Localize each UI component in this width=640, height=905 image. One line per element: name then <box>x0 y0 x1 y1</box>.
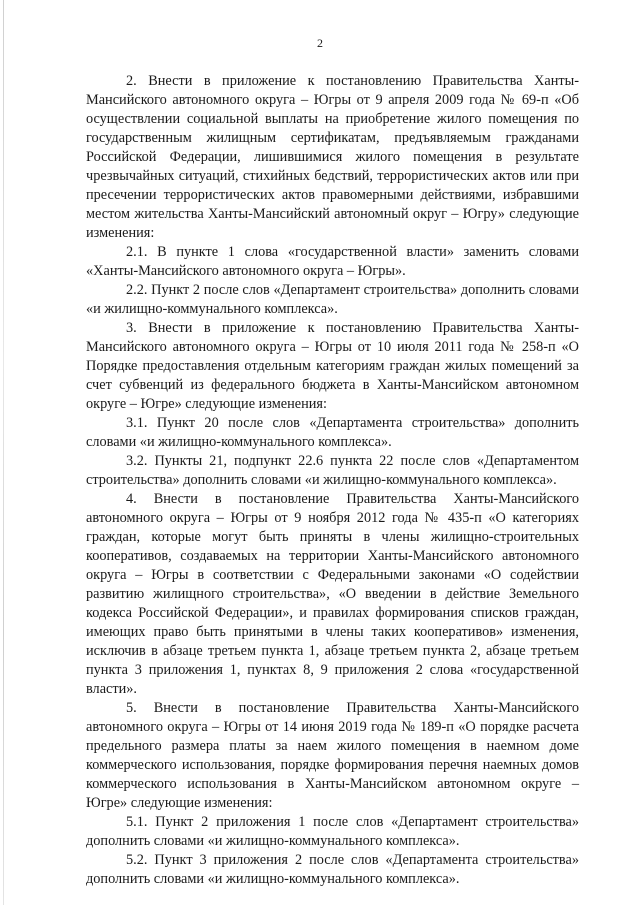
paragraph-item-5-2: 5.2. Пункт 3 приложения 2 после слов «Департамента строительства» дополнить словами «и жилищно-коммунального комплекса». <box>86 852 579 887</box>
paragraph-item-2-1: 2.1. В пункте 1 слова «государственной власти» заменить словами «Ханты-Мансийского автономного округа – Югры». <box>86 244 579 279</box>
paragraph-item-4: 4. Внести в постановление Правительства Ханты-Мансийского автономного округа – Югры от 9 ноября 2012 года № 435-п «О категориях граждан, которые могут быть приняты в члены жилищно-строительных кооперативов, создаваемых на территории Ханты-Мансийского автономного округа – Югры в соответствии с Федеральными законами «О содействии развитию жилищного строительства», «О введении в действие Земельного кодекса Российской Федерации», и правилах формирования списков граждан, имеющих право быть принятыми в члены таких кооперативов» изменения, исключив в абзаце третьем пункта 1, абзаце третьем пункта 2, абзаце третьем пункта 3 приложения 1, пунктах 8, 9 приложения 2 слова «государственной власти». <box>86 491 579 697</box>
paragraph-item-3-1: 3.1. Пункт 20 после слов «Департамента строительства» дополнить словами «и жилищно-коммунального комплекса». <box>86 415 579 450</box>
paragraph-item-3: 3. Внести в приложение к постановлению Правительства Ханты-Мансийского автономного округа – Югры от 10 июля 2011 года № 258-п «О Порядке предоставления отдельным категориям граждан жилых помещений за счет субвенций из федерального бюджета в Ханты-Мансийском автономном округе – Югре» следующие изменения: <box>86 320 579 412</box>
scan-edge-line <box>3 0 4 905</box>
page-number: 2 <box>317 36 323 50</box>
paragraph-item-5-1: 5.1. Пункт 2 приложения 1 после слов «Департамент строительства» дополнить словами «и жилищно-коммунального комплекса». <box>86 814 579 849</box>
paragraph-item-5: 5. Внести в постановление Правительства Ханты-Мансийского автономного округа – Югры от 14 июня 2019 года № 189-п «О порядке расчета предельного размера платы за наем жилого помещения в наемном доме коммерческого использования, порядке формирования перечня наемных домов коммерческого использования в Ханты-Мансийском автономном округе – Югре» следующие изменения: <box>86 700 579 811</box>
document-body <box>86 72 579 889</box>
paragraph-item-2-2: 2.2. Пункт 2 после слов «Департамент строительства» дополнить словами «и жилищно-коммунального комплекса». <box>86 282 579 317</box>
paragraph-item-3-2: 3.2. Пункты 21, подпункт 22.6 пункта 22 после слов «Департаментом строительства» дополнить словами «и жилищно-коммунального комплекса». <box>86 453 579 488</box>
paragraph-item-2: 2. Внести в приложение к постановлению Правительства Ханты-Мансийского автономного округа – Югры от 9 апреля 2009 года № 69-п «Об осуществлении социальной выплаты на приобретение жилого помещения по государственным жилищным сертификатам, предъявляемым гражданами Российской Федерации, лишившимися жилого помещения в результате чрезвычайных ситуаций, стихийных бедствий, террористических актов или при пресечении террористических актов правомерными действиями, избравшими местом жительства Ханты-Мансийский автономный округ – Югру» следующие изменения: <box>86 73 579 241</box>
